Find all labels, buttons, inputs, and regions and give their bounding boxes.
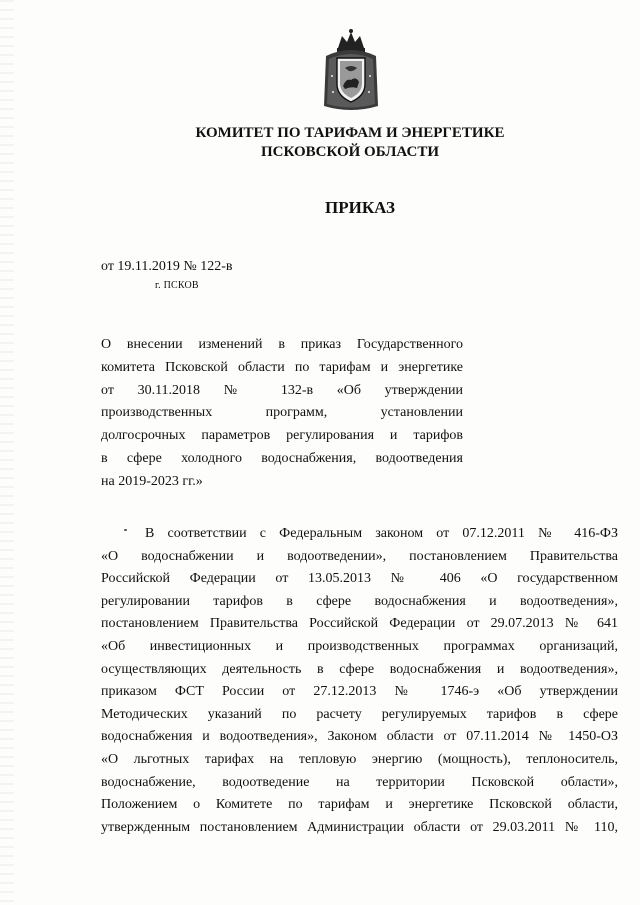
subject-line: на 2019-2023 гг.»	[101, 473, 203, 489]
order-body-text	[101, 523, 618, 839]
document-title: ПРИКАЗ	[325, 198, 395, 217]
body-line: водоснабжения и водоотведения», Законом области от 07.11.2014 № 1450-ОЗ	[101, 729, 618, 745]
body-line: утвержденным постановлением Администрации области от 29.03.2011 № 110,	[101, 819, 618, 835]
body-line: Положением о Комитете по тарифам и энергетике Псковской области,	[101, 797, 618, 813]
body-line: «О водоснабжении и водоотведении», постановлением Правительства	[101, 548, 618, 564]
subject-line: комитета Псковской области по тарифам и энергетике	[101, 359, 463, 375]
body-line: «Об инвестиционных и производственных программах организаций,	[101, 638, 618, 654]
city-line: г. ПСКОВ	[155, 280, 199, 291]
order-subject	[101, 334, 463, 494]
subject-line: от 30.11.2018 № 132-в «Об утверждении	[101, 382, 463, 398]
pskov-coat-of-arms-icon	[320, 26, 382, 114]
body-line: приказом ФСТ России от 27.12.2013 № 1746-э «Об утверждении	[101, 684, 618, 700]
body-line: водоснабжение, водоотведение на территории Псковской области»,	[101, 774, 618, 790]
body-line: Российской Федерации от 13.05.2013 № 406 «О государственном	[101, 571, 618, 587]
body-line: осуществляющих деятельность в сфере водоснабжения и водоотведения»,	[101, 661, 618, 677]
body-line: «О льготных тарифах на тепловую энергию (мощность), теплоноситель,	[101, 751, 618, 767]
body-line: В соответствии с Федеральным законом от 07.12.2011 № 416-ФЗ	[145, 526, 618, 541]
subject-line: долгосрочных параметров регулирования и тарифов	[101, 428, 463, 444]
organization-heading	[180, 124, 520, 162]
body-line: постановлением Правительства Российской Федерации от 29.07.2013 № 641	[101, 616, 618, 632]
body-line: регулировании тарифов в сфере водоснабжения и водоотведения»,	[101, 593, 618, 609]
date-number-line: от 19.11.2019 № 122-в	[101, 259, 233, 274]
subject-line: О внесении изменений в приказ Государственного	[101, 337, 463, 352]
subject-line: производственных программ, установлении	[101, 405, 463, 421]
org-name-line-2: ПСКОВСКОЙ ОБЛАСТИ	[260, 144, 440, 160]
org-name-line-1: КОМИТЕТ ПО ТАРИФАМ И ЭНЕРГЕТИКЕ	[195, 125, 505, 141]
body-line: Методических указаний по расчету регулируемых тарифов в сфере	[101, 706, 618, 722]
scan-edge-artifact	[0, 0, 14, 905]
subject-line: в сфере холодного водоснабжения, водоотведения	[101, 450, 463, 466]
